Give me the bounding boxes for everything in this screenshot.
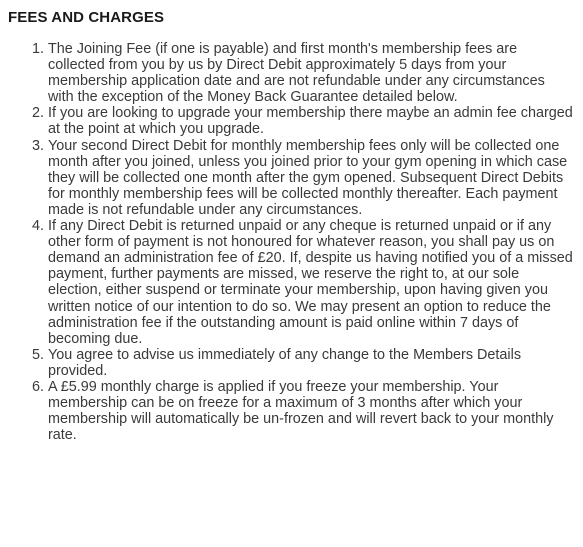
- item-text: If any Direct Debit is returned unpaid or any cheque is returned unpaid or if any other form of payment is not honoured for whatever reason, you shall pay us on demand an administration fee of £20. If, despite us having notified you of a missed payment, further payments are missed, we reserve the right to, at our sole election, either suspend or terminate your membership, upon having given you written notice of our intention to do so. We may present an option to reduce the administration fee if the outstanding amount is paid online within 7 days of becoming due.: [48, 218, 573, 347]
- item-text: The Joining Fee (if one is payable) and first month's membership fees are collected from you by us by Direct Debit approximately 5 days from your membership application date and are not refundable under any circumstances with the exception of the Money Back Guarantee detailed below.: [48, 41, 545, 106]
- list-item: [8, 218, 574, 347]
- item-text: You agree to advise us immediately of any change to the Members Details provided.: [48, 346, 522, 379]
- list-item: [8, 105, 574, 137]
- terms-list: [8, 41, 583, 443]
- list-item: [8, 138, 574, 218]
- item-text: If you are looking to upgrade your membership there maybe an admin fee charged at the point at which you upgrade.: [48, 105, 573, 138]
- item-number: 2.: [31, 105, 44, 122]
- list-item: [8, 41, 574, 105]
- item-number: 5.: [31, 346, 44, 363]
- item-number: 4.: [31, 218, 44, 235]
- item-number: 6.: [31, 378, 44, 395]
- item-number: 1.: [31, 41, 44, 57]
- item-text: Your second Direct Debit for monthly membership fees only will be collected one month after you joined, unless you joined prior to your gym opening in which case they will be collected one month after the gym opened. Subsequent Direct Debits for monthly membership fees will be collected monthly thereafter. Each payment made is not refundable under any circumstances.: [48, 137, 568, 218]
- item-number: 3.: [31, 137, 44, 154]
- list-item: [8, 379, 574, 443]
- list-item: [8, 347, 574, 379]
- section-heading: FEES AND CHARGES: [8, 9, 165, 26]
- item-text: A £5.99 monthly charge is applied if you freeze your membership. Your membership can be on freeze for a maximum of 3 months after which your membership will automatically be un-frozen and will revert back to your monthly rate.: [48, 378, 554, 444]
